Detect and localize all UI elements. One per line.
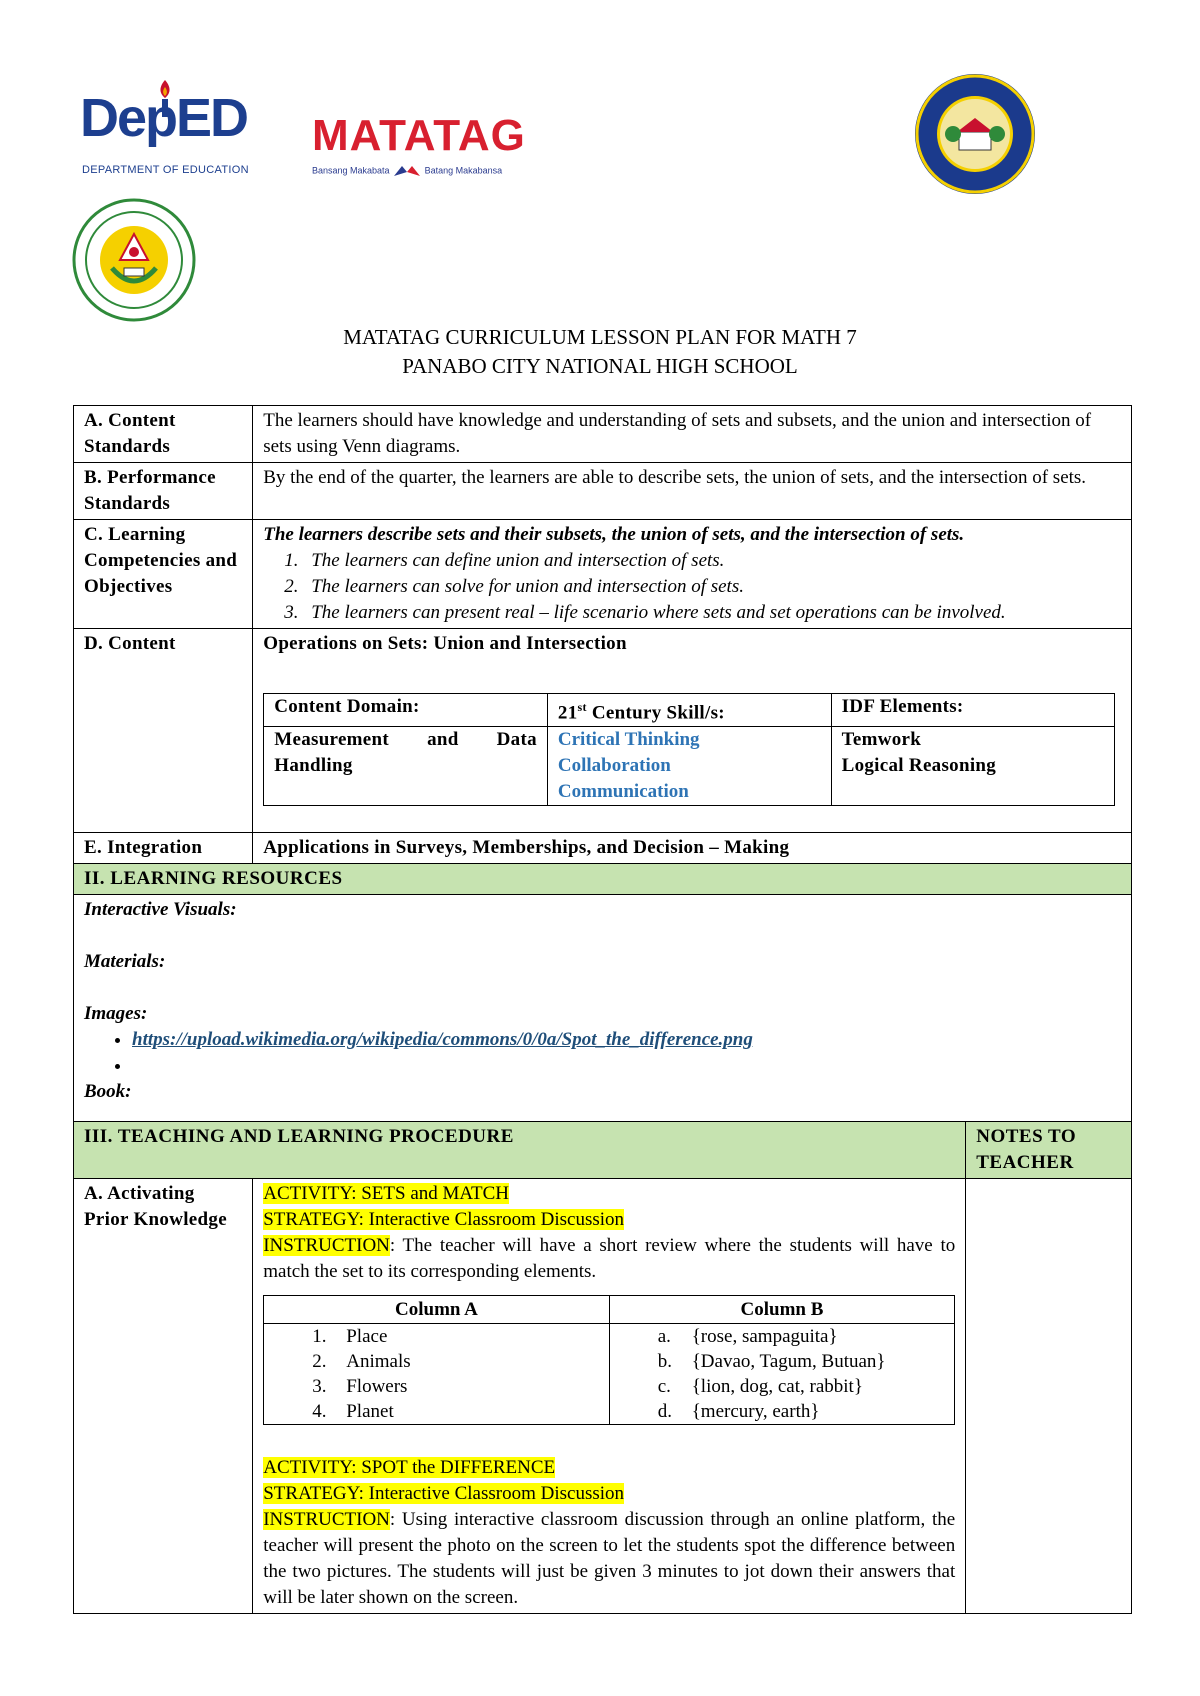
list-item xyxy=(132,1027,1121,1053)
row-label: B. Performance Standards xyxy=(74,463,253,520)
idf-list xyxy=(831,727,1115,806)
images-list xyxy=(84,1027,1121,1079)
list-item: 3. Flowers xyxy=(312,1376,408,1398)
row-text: The learners should have knowledge and understanding of sets and subsets, and the union and intersection of sets using Venn diagrams. xyxy=(253,406,1132,463)
activity-label: ACTIVITY: SPOT the DIFFERENCE xyxy=(263,1457,556,1479)
deped-name: DepED xyxy=(80,88,248,148)
column-a-header: Column A xyxy=(264,1296,609,1324)
matatag-tagline-left: Bansang Makabata xyxy=(312,165,390,176)
list-item: 1. The learners can define union and intersection of sets. xyxy=(303,548,1121,574)
section-header: III. TEACHING AND LEARNING PROCEDURE xyxy=(74,1122,966,1179)
column-a-cell xyxy=(264,1324,609,1425)
competencies-cell xyxy=(253,520,1132,629)
list-item xyxy=(132,1053,1121,1079)
resources-header-row xyxy=(74,864,1132,895)
objectives-list xyxy=(263,548,1121,626)
list-item: b. {Davao, Tagum, Butuan} xyxy=(657,1351,886,1373)
materials-label: Materials: xyxy=(84,951,166,973)
column-b-cell xyxy=(609,1324,955,1425)
division-seal-icon xyxy=(913,72,1037,196)
activity-label: ACTIVITY: SETS and MATCH xyxy=(263,1183,510,1205)
visuals-label: Interactive Visuals: xyxy=(84,899,237,921)
competencies-headline: The learners describe sets and their subsets, the union of sets, and the intersection of sets. xyxy=(263,524,965,545)
matching-table xyxy=(263,1295,955,1425)
matatag-title: MATATAG xyxy=(312,111,526,160)
row-text: By the end of the quarter, the learners are able to describe sets, the union of sets, and the intersection of sets. xyxy=(253,463,1132,520)
content-topic: Operations on Sets: Union and Intersection xyxy=(263,633,627,654)
row-label: A. Activating Prior Knowledge xyxy=(74,1179,253,1614)
list-item: 2. The learners can solve for union and intersection of sets. xyxy=(303,574,1121,600)
list-item: c. {lion, dog, cat, rabbit} xyxy=(657,1376,863,1398)
list-item: 1. Place xyxy=(312,1326,388,1348)
book-label: Book: xyxy=(84,1081,132,1103)
deped-logo xyxy=(80,78,280,180)
procedure-header-row xyxy=(74,1122,1132,1179)
matatag-tagline-right: Batang Makabansa xyxy=(424,165,503,176)
strategy-label: STRATEGY: Interactive Classroom Discussion xyxy=(263,1483,625,1505)
instruction-text: INSTRUCTION: The teacher will have a short review where the students will have to match the set to its corresponding elements. xyxy=(263,1235,956,1283)
matatag-tagline xyxy=(312,164,572,178)
domain-value: Measurement and Data Handling xyxy=(264,727,548,806)
column-b-header: Column B xyxy=(609,1296,955,1324)
images-label: Images: xyxy=(84,1003,148,1025)
content-row xyxy=(74,629,1132,833)
list-item: d. {mercury, earth} xyxy=(657,1401,820,1423)
notes-header: NOTES TO TEACHER xyxy=(966,1122,1132,1179)
competencies-row xyxy=(74,520,1132,629)
prior-knowledge-row xyxy=(74,1179,1132,1614)
row-label: C. Learning Competencies and Objectives xyxy=(74,520,253,629)
list-item: 3. The learners can present real – life scenario where sets and set operations can be involved. xyxy=(303,600,1121,626)
row-label: A. Content Standards xyxy=(74,406,253,463)
skill-item: Collaboration xyxy=(557,755,671,777)
list-item: 4. Planet xyxy=(312,1401,394,1423)
idf-header: IDF Elements: xyxy=(831,694,1115,727)
row-label: E. Integration xyxy=(74,833,253,864)
skill-item: Communication xyxy=(557,781,689,803)
lesson-plan-table xyxy=(73,405,1132,1614)
deped-subtitle: DEPARTMENT OF EDUCATION xyxy=(82,164,249,176)
list-item: 2. Animals xyxy=(312,1351,411,1373)
row-text: Applications in Surveys, Memberships, and Decision – Making xyxy=(253,833,1132,864)
hands-icon xyxy=(392,164,422,178)
section-header: II. LEARNING RESOURCES xyxy=(74,864,1132,895)
content-cell xyxy=(253,629,1132,833)
skills-list xyxy=(547,727,831,806)
school-seal-icon xyxy=(72,198,196,322)
strategy-label: STRATEGY: Interactive Classroom Discussion xyxy=(263,1209,625,1231)
idf-item: Temwork xyxy=(841,729,922,751)
instruction-text: INSTRUCTION: Using interactive classroom discussion through an online platform, the teacher will present the photo on the screen to let the students spot the difference between the two pictures. The students will just be given 3 minutes to jot down their answers that will be later shown on the screen. xyxy=(263,1509,956,1609)
image-link[interactable]: https://upload.wikimedia.org/wikipedia/commons/0/0a/Spot_the_difference.png xyxy=(132,1029,753,1051)
performance-standards-row xyxy=(74,463,1132,520)
list-item: a. {rose, sampaguita} xyxy=(657,1326,838,1348)
resources-cell xyxy=(74,895,1132,1122)
page-title: MATATAG CURRICULUM LESSON PLAN FOR MATH 7 xyxy=(343,325,857,349)
content-details-table xyxy=(263,693,1115,806)
content-standards-row xyxy=(74,406,1132,463)
logo-strip xyxy=(0,0,1200,330)
prior-knowledge-cell xyxy=(253,1179,966,1614)
skill-item: Critical Thinking xyxy=(557,729,700,751)
idf-item: Logical Reasoning xyxy=(841,755,997,777)
notes-cell xyxy=(966,1179,1132,1614)
domain-header: Content Domain: xyxy=(264,694,548,727)
row-label: D. Content xyxy=(74,629,253,833)
integration-row xyxy=(74,833,1132,864)
skills-header: 21st Century Skill/s: xyxy=(547,694,831,727)
matatag-logo xyxy=(312,112,572,192)
school-name: PANABO CITY NATIONAL HIGH SCHOOL xyxy=(402,354,798,378)
resources-row xyxy=(74,895,1132,1122)
